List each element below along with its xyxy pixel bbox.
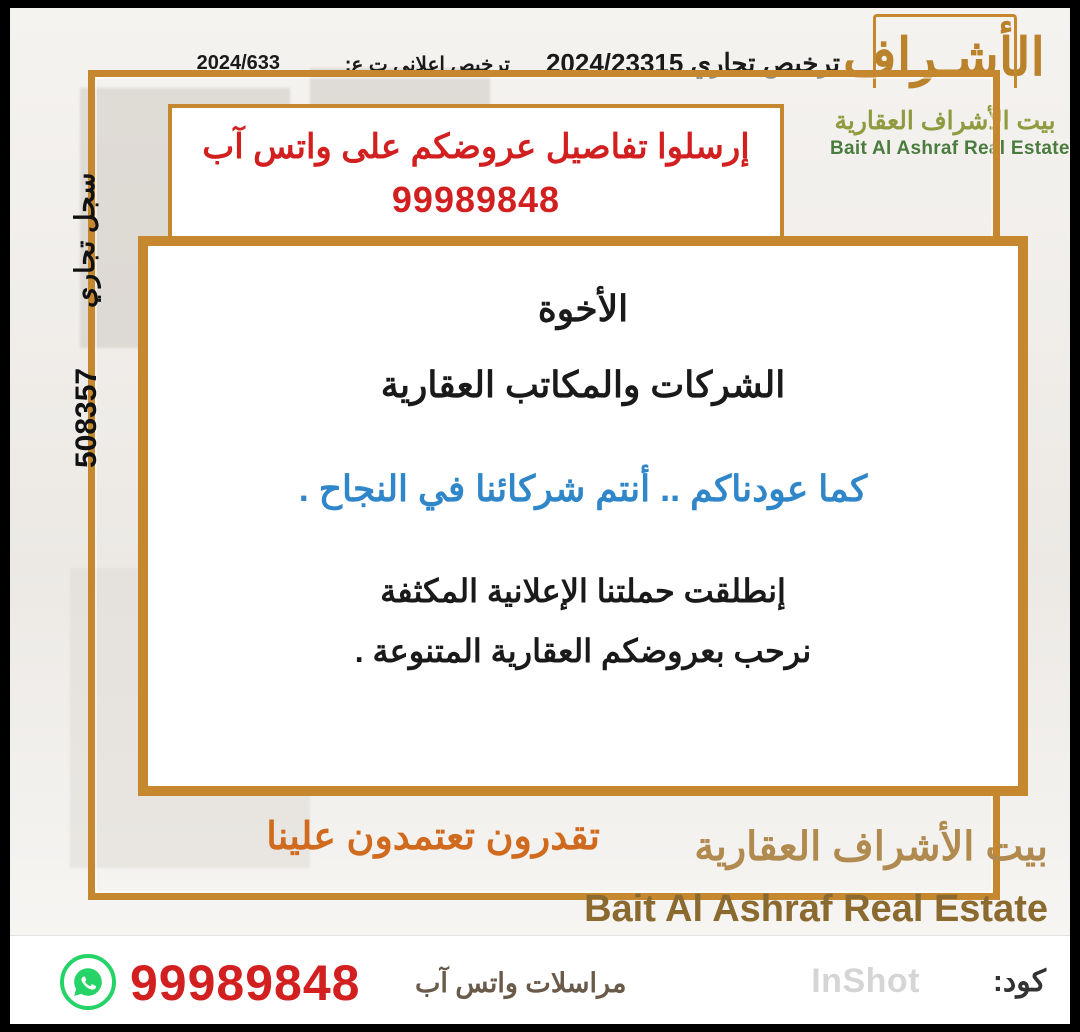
ad-license-label: ترخيص إعلاني ت ع: — [344, 54, 510, 76]
ad-license-number: 2024/633 — [196, 52, 280, 74]
commercial-register-side — [34, 172, 103, 638]
whatsapp-banner-phone[interactable]: 99989848 — [391, 178, 561, 220]
brand-name-arabic: بيت الأشراف العقارية — [694, 825, 1048, 869]
message-line-1: الأخوة — [537, 288, 629, 329]
logo-mark-text: الأشـراف — [843, 29, 1045, 87]
message-line-4: إنطلقت حملتنا الإعلانية المكثفة — [380, 573, 786, 609]
whatsapp-banner-text: إرسلوا تفاصيل عروضكم على واتس آب — [202, 128, 750, 166]
footer-code-label: كود: — [992, 965, 1046, 998]
whatsapp-offers-banner — [168, 104, 784, 256]
logo-name-english: Bait Al Ashraf Real Estate — [830, 138, 1070, 159]
main-message-box — [138, 236, 1028, 796]
footer-phone-number[interactable]: 99989848 — [130, 955, 361, 1011]
whatsapp-icon[interactable] — [60, 954, 116, 1010]
logo-name-arabic: بيت الأشراف العقارية — [834, 107, 1056, 135]
message-line-3: كما عودناكم .. أنتم شركائنا في النجاح . — [298, 468, 868, 509]
footer-whatsapp-label: مراسلات واتس آب — [415, 968, 627, 998]
poster-card — [10, 8, 1070, 1024]
slogan-text: تقدرون تعتمدون علينا — [266, 816, 600, 858]
app-watermark: InShot — [811, 962, 920, 1000]
footer-bar — [10, 935, 1070, 1024]
message-line-5: نرحب بعروضكم العقارية المتنوعة . — [354, 633, 812, 669]
register-label: سجل تجاري — [70, 172, 100, 308]
message-line-2: الشركات والمكاتب العقارية — [380, 364, 786, 405]
brand-name-english: Bait Al Ashraf Real Estate — [584, 888, 1048, 930]
commercial-license-text: ترخيص تجاري 2024/23315 — [545, 48, 840, 78]
register-number: 508357 — [70, 367, 103, 468]
